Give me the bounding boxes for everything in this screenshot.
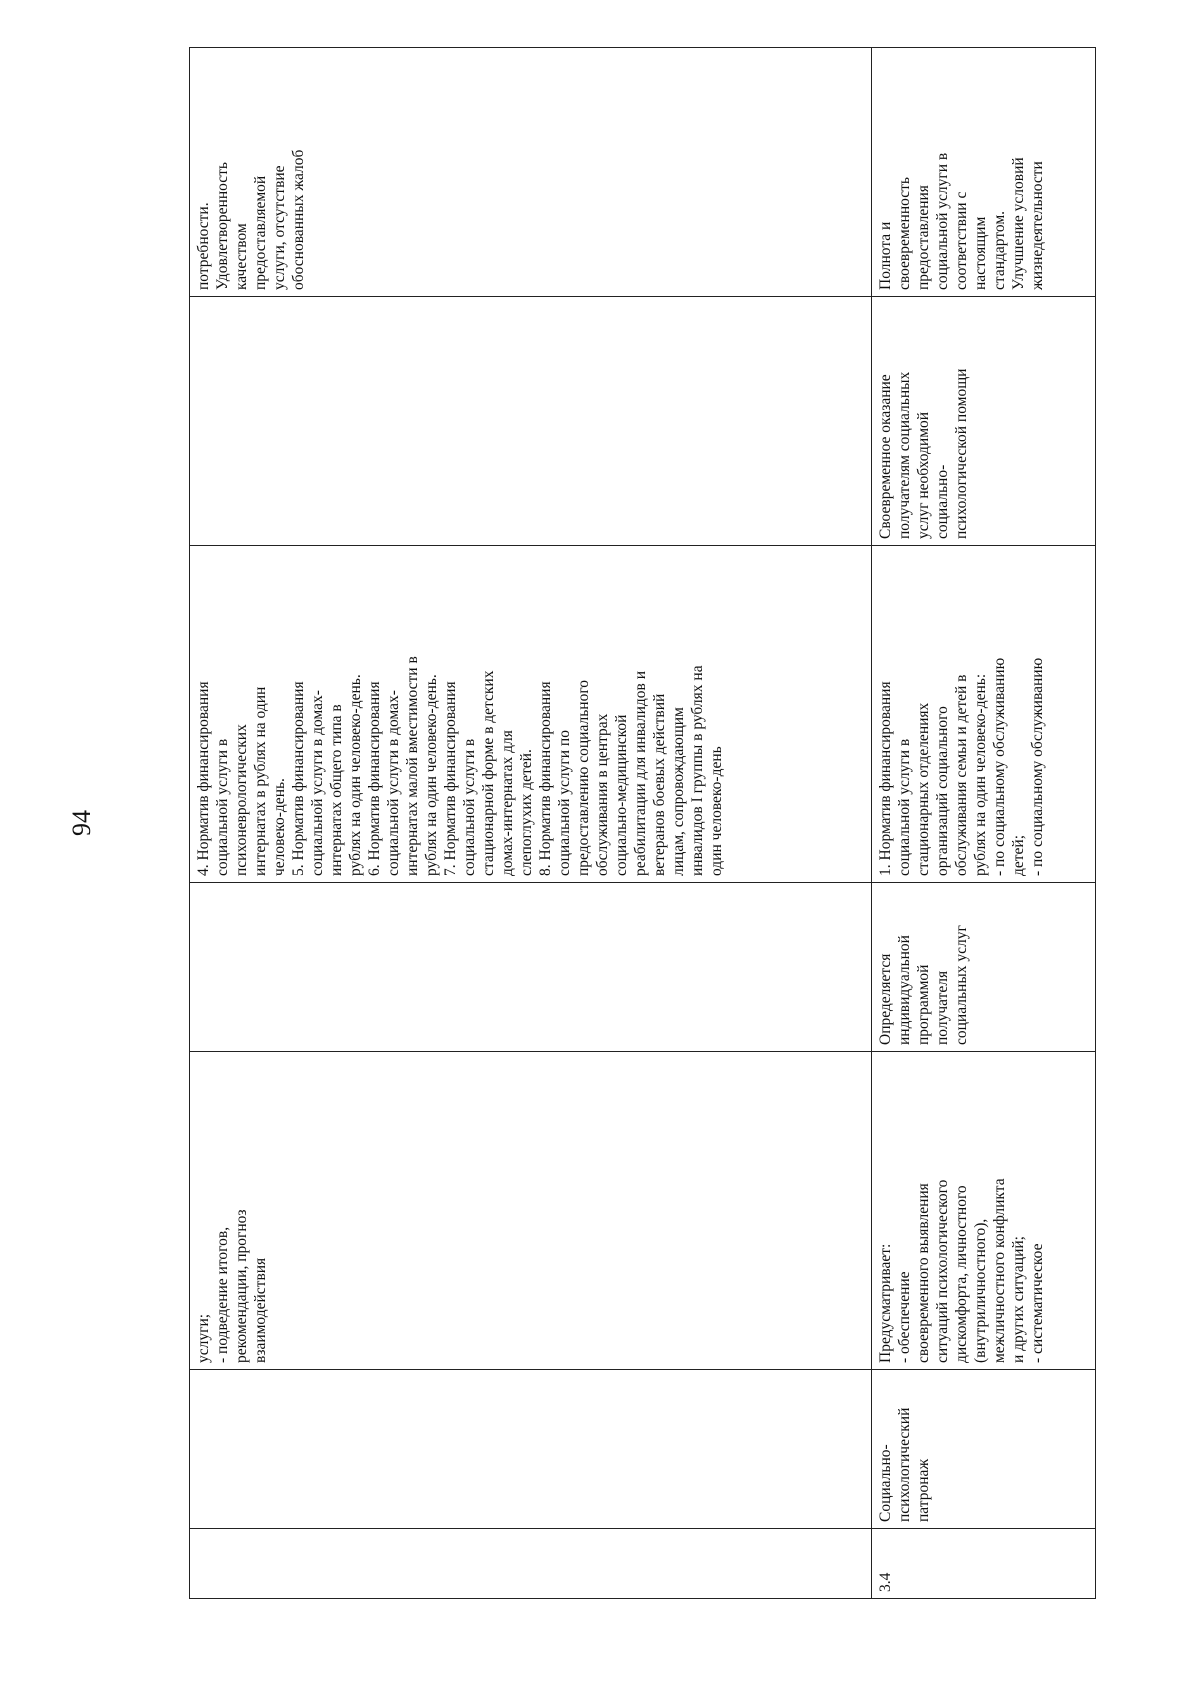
cell-quality: Своевременное оказание получателям социальных услуг необходимой социально- психологической помощи	[872, 297, 1096, 546]
table-row	[872, 48, 1096, 1599]
cell-results: потребности. Удовлетворенность качеством предоставляемой услуги, отсутствие обоснованных жалоб	[190, 48, 872, 297]
cell-term: Определяется индивидуальной программой получателя социальных услуг	[872, 883, 1096, 1052]
services-standard-table	[189, 47, 1096, 1599]
cell-description: услуги; - подведение итогов, рекомендации, прогноз взаимодействия	[190, 1052, 872, 1370]
cell-description: Предусматривает: - обеспечение своевременного выявления ситуаций психологического дискомфорта, личностного (внутриличностного), межличностного конфликта и других ситуаций; - систематическое	[872, 1052, 1096, 1370]
cell-tariffs: 4. Норматив финансирования социальной услуги в психоневрологических интернатах в рублях на один человеко-день. 5. Норматив финансирования социальной услуги в домах- интернатах общего типа в рублях на один человеко-день. 6. Норматив финансирования социальной услуги в домах- интернатах малой вместимости в рублях на один человеко-день. 7. Норматив финансирования социальной услуги в стационарной форме в детских домах-интернатах для слепоглухих детей. 8. Норматив финансирования социальной услуги по предоставлению социального обслуживания в центрах социально-медицинской реабилитации для инвалидов и ветеранов боевых действий лицам, сопровождающим инвалидов I группы в рублях на один человеко-день	[190, 546, 872, 883]
cell-service-name: Социально- психологический патронаж	[872, 1370, 1096, 1529]
cell-tariffs: 1. Норматив финансирования социальной услуги в стационарных отделениях организаций социального обслуживания семьи и детей в рублях на один человеко-день: - по социальному обслуживанию детей; - по социальному обслуживанию	[872, 546, 1096, 883]
cell-results: Полнота и своевременность предоставления социальной услуги в соответствии с настоящим стандартом. Улучшение условий жизнедеятельности	[872, 48, 1096, 297]
cell-quality	[190, 297, 872, 546]
cell-number: 3.4	[872, 1529, 1096, 1599]
page-number: 94	[67, 810, 96, 836]
cell-term	[190, 883, 872, 1052]
cell-service-name	[190, 1370, 872, 1529]
table-row	[190, 48, 872, 1599]
cell-number	[190, 1529, 872, 1599]
rotated-table-container	[189, 48, 1095, 1599]
